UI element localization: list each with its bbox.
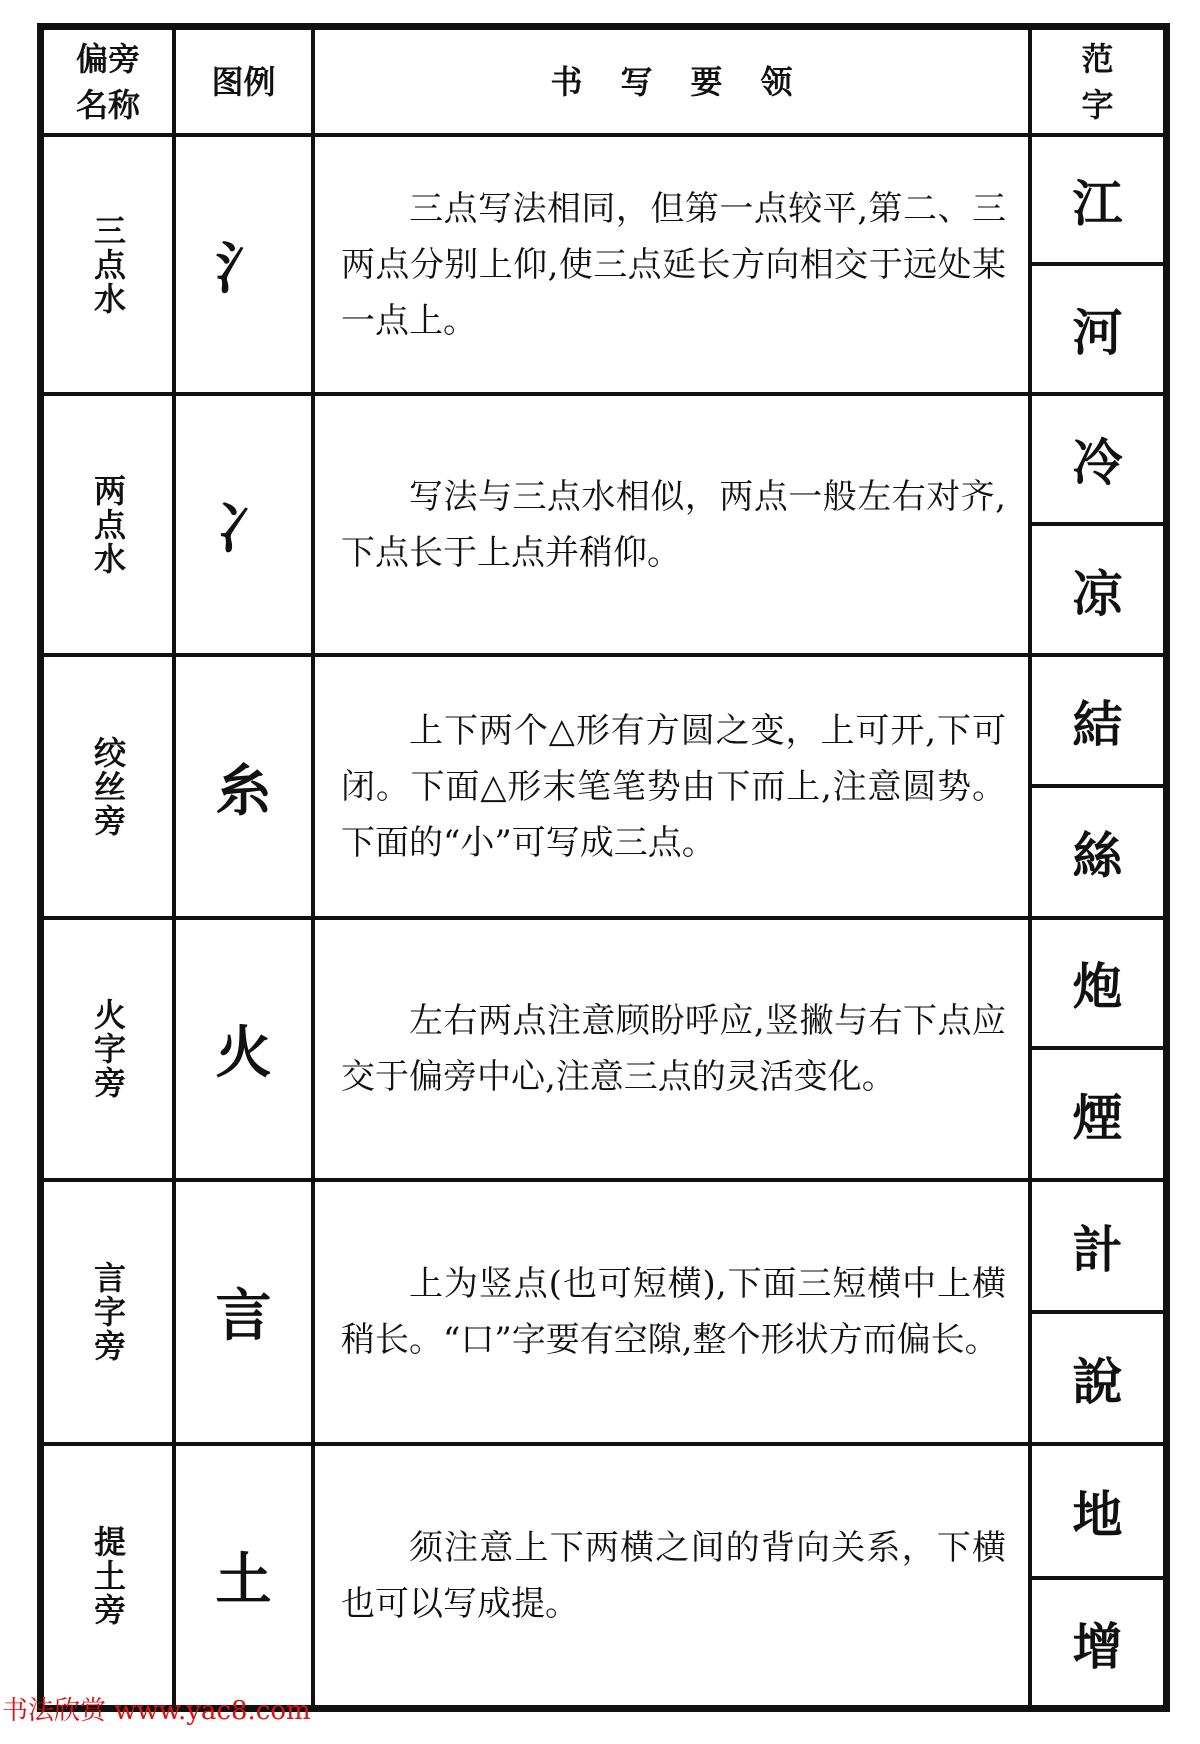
sample-character: 計	[1072, 1220, 1123, 1279]
radical-name: 提土旁	[89, 1524, 127, 1627]
description-cell	[315, 657, 1028, 916]
row-name-cell	[44, 920, 172, 1178]
sample-character: 煙	[1072, 1088, 1123, 1147]
sample-character: 增	[1072, 1616, 1123, 1676]
sample-character: 結	[1072, 694, 1123, 754]
description-cell	[315, 137, 1028, 392]
sample-character: 河	[1072, 303, 1123, 362]
sample-character: 冷	[1072, 433, 1123, 492]
sample-character: 絲	[1072, 826, 1123, 885]
description-text: 上为竖点(也可短横),下面三短横中上横稍长。“口”字要有空隙,整个形状方而偏长。	[341, 1264, 1006, 1360]
radical-name: 绞丝旁	[89, 735, 127, 838]
sample-character: 說	[1072, 1352, 1123, 1411]
sample-character: 江	[1072, 173, 1123, 233]
header-name-column	[44, 30, 172, 133]
sample-character: 地	[1072, 1485, 1123, 1544]
radical-name: 三点水	[89, 213, 127, 316]
row-name-cell	[44, 1446, 172, 1705]
description-text: 左右两点注意顾盼呼应,竖撇与右下点应交于偏旁中心,注意三点的灵活变化。	[341, 1001, 1006, 1097]
radical-example-icon: 冫	[215, 495, 272, 562]
row-name-cell	[44, 657, 172, 916]
radical-example-icon: 土	[215, 1546, 272, 1613]
header-description-column: 书写要领	[550, 62, 831, 101]
watermark: 书法欣赏 www.yac8.com	[2, 1696, 311, 1726]
sample-character: 凉	[1072, 563, 1123, 623]
description-cell	[315, 1182, 1028, 1442]
description-text: 须注意上下两横之间的背向关系，下横也可以写成提。	[341, 1527, 1006, 1624]
description-cell	[315, 1446, 1028, 1705]
radical-example-icon: 氵	[215, 235, 272, 302]
row-name-cell	[44, 396, 172, 653]
row-name-cell	[44, 137, 172, 392]
description-cell	[315, 920, 1028, 1178]
radical-example-icon: 糸	[215, 757, 272, 824]
radical-name: 两点水	[89, 473, 127, 576]
description-text: 写法与三点水相似，两点一般左右对齐,下点长于上点并稍仰。	[341, 476, 1006, 573]
row-name-cell	[44, 1182, 172, 1442]
description-text: 上下两个△形有方圆之变，上可开,下可闭。下面△形末笔笔势由下而上,注意圆势。下面的“小”可写成三点。	[341, 710, 1006, 863]
header-name-line2: 名称	[75, 85, 140, 124]
radical-name: 言字旁	[89, 1261, 127, 1363]
header-samples-column: 范字	[1081, 39, 1148, 124]
header-example-column: 图例	[211, 62, 276, 101]
description-cell	[315, 396, 1028, 653]
radical-name: 火字旁	[89, 998, 127, 1100]
header-name-line1: 偏旁	[75, 39, 140, 78]
radical-example-icon: 言	[215, 1283, 272, 1349]
description-text: 三点写法相同，但第一点较平,第二、三两点分别上仰,使三点延长方向相交于远处某一点上。	[341, 188, 1006, 341]
radical-table	[37, 23, 1170, 1712]
sample-character: 炮	[1072, 957, 1123, 1016]
radical-example-icon: 火	[215, 1020, 272, 1086]
